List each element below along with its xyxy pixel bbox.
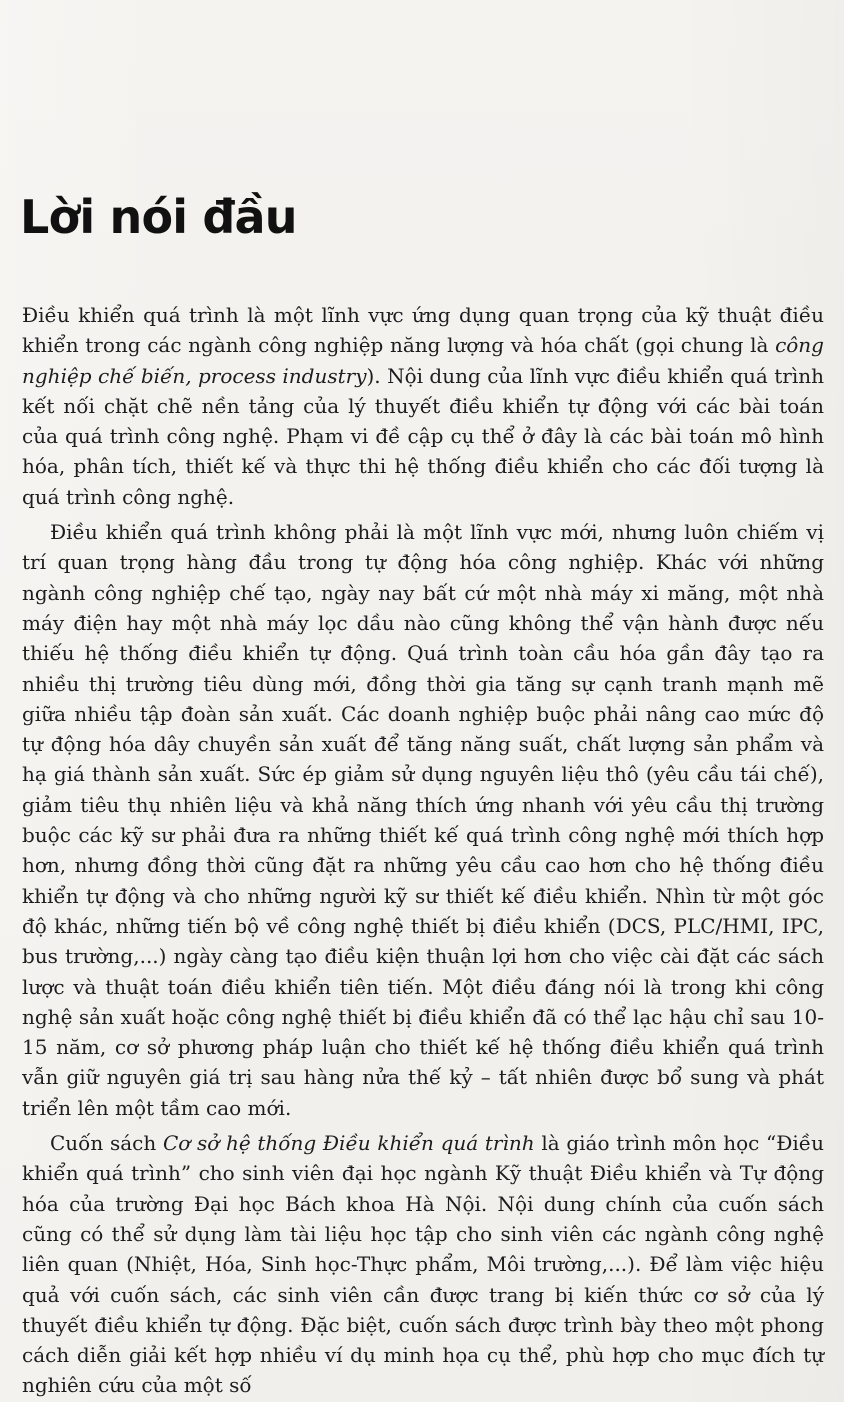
body-text (22, 300, 824, 1401)
paragraph-3-run-1: Cuốn sách (50, 1131, 163, 1156)
paragraph-1-run-1: Điều khiển quá trình là một lĩnh vực ứng dụng quan trọng của kỹ thuật điều khiển trong các ngành công nghiệp năng lượng và hóa chất (gọi chung là (22, 303, 824, 358)
paragraph-1-italic-term: công nghiệp chế biến, process industry (22, 333, 824, 388)
paragraph-3 (22, 1128, 824, 1401)
page-title: Lời nói đầu (20, 190, 297, 244)
paragraph-2-run-1: Điều khiển quá trình không phải là một lĩnh vực mới, nhưng luôn chiếm vị trí quan trọng hàng đầu trong tự động hóa công nghiệp. Khác với những ngành công nghiệp chế tạo, ngày nay bất cứ một nhà máy xi măng, một nhà máy điện hay một nhà máy lọc dầu nào cũng không thể vận hành được nếu thiếu hệ thống điều khiển tự động. Quá trình toàn cầu hóa gần đây tạo ra nhiều thị trường tiêu dùng mới, đồng thời gia tăng sự cạnh tranh mạnh mẽ giữa nhiều tập đoàn sản xuất. Các doanh nghiệp buộc phải nâng cao mức độ tự động hóa dây chuyền sản xuất để tăng năng suất, chất lượng sản phẩm và hạ giá thành sản xuất. Sức ép giảm sử dụng nguyên liệu thô (yêu cầu tái chế), giảm tiêu thụ nhiên liệu và khả năng thích ứng nhanh với yêu cầu thị trường buộc các kỹ sư phải đưa ra những thiết kế quá trình công nghệ mới thích hợp hơn, nhưng đồng thời cũng đặt ra những yêu cầu cao hơn cho hệ thống điều khiển tự động và cho những người kỹ sư thiết kế điều khiển. Nhìn từ một góc độ khác, những tiến bộ về công nghệ thiết bị điều khiển (DCS, PLC/HMI, IPC, bus trường,...) ngày càng tạo điều kiện thuận lợi hơn cho việc cài đặt các sách lược và thuật toán điều khiển tiên tiến. Một điều đáng nói là trong khi công nghệ sản xuất hoặc công nghệ thiết bị điều khiển đã có thể lạc hậu chỉ sau 10-15 năm, cơ sở phương pháp luận cho thiết kế hệ thống điều khiển quá trình vẫn giữ nguyên giá trị sau hàng nửa thế kỷ – tất nhiên được bổ sung và phát triển lên một tầm cao mới. (22, 520, 824, 1120)
paragraph-3-book-title: Cơ sở hệ thống Điều khiển quá trình (162, 1131, 535, 1156)
paragraph-1-run-3: ). Nội dung của lĩnh vực điều khiển quá trình kết nối chặt chẽ nền tảng của lý thuyết điều khiển tự động với các bài toán của quá trình công nghệ. Phạm vi đề cập cụ thể ở đây là các bài toán mô hình hóa, phân tích, thiết kế và thực thi hệ thống điều khiển cho các đối tượng là quá trình công nghệ. (22, 363, 825, 509)
paragraph-3-run-3: là giáo trình môn học “Điều khiển quá trình” cho sinh viên đại học ngành Kỹ thuật Điều khiển và Tự động hóa của trường Đại học Bách khoa Hà Nội. Nội dung chính của cuốn sách cũng có thể sử dụng làm tài liệu học tập cho sinh viên các ngành công nghệ liên quan (Nhiệt, Hóa, Sinh học-Thực phẩm, Môi trường,...). Để làm việc hiệu quả với cuốn sách, các sinh viên cần được trang bị kiến thức cơ sở của lý thuyết điều khiển tự động. Đặc biệt, cuốn sách được trình bày theo một phong cách diễn giải kết hợp nhiều ví dụ minh họa cụ thể, phù hợp cho mục đích tự nghiên cứu của một số (22, 1131, 824, 1398)
paragraph-1 (22, 300, 824, 512)
paragraph-2 (22, 517, 824, 1123)
